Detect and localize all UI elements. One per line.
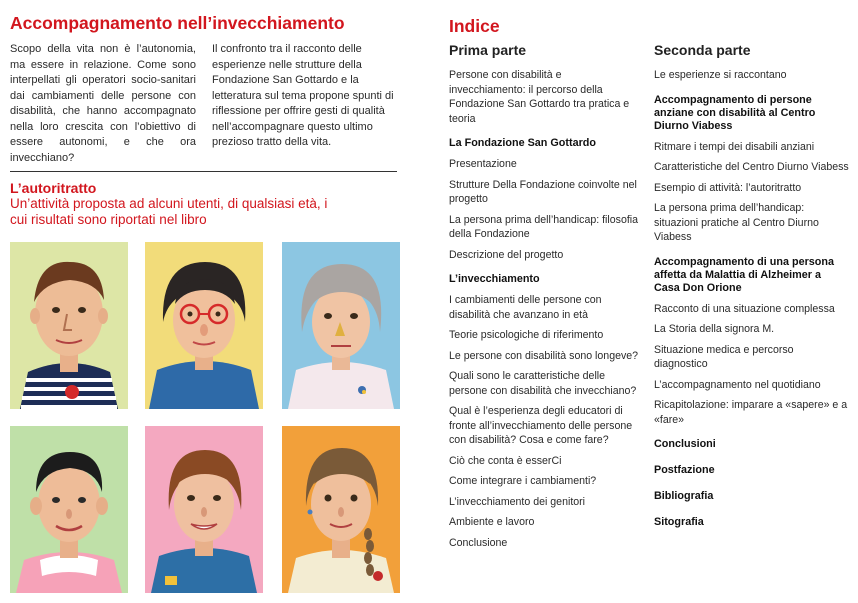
closing-section-heading: Sitografia (654, 516, 704, 528)
index-item: La persona prima dell’handicap: filosofia della Fondazione (449, 213, 639, 240)
portrait-1 (10, 242, 128, 409)
index-item: Le esperienze si raccontano (654, 69, 787, 81)
index-item: Teorie psicologiche di riferimento (449, 329, 604, 341)
index-item: Come integrare i cambiamenti? (449, 475, 597, 487)
part1-title: Prima parte (449, 42, 527, 58)
index-part1 (449, 42, 639, 556)
page-title: Accompagnamento nell’invecchiamento (10, 13, 345, 33)
intro-paragraph-right: Il confronto tra il racconto delle esperienze nelle strutture della Fondazione San Gottardo e la letteratura sul tema propone spunti di riflessione per offrire gesti di qualità nell’accompagnare questo ultimo prezioso tratto della vita. (212, 43, 394, 148)
section-heading: Accompagnamento di una persona affetta da Malattia di Alzheimer a Casa Don Orione (654, 255, 834, 294)
part2-title: Seconda parte (654, 42, 751, 58)
index-item: I cambiamenti delle persone con disabilità che avanzano in età (449, 294, 602, 321)
index-item: Esempio di attività: l’autoritratto (654, 181, 802, 194)
closing-section-heading: Bibliografia (654, 490, 714, 502)
index-item: L’invecchiamento dei genitori (449, 495, 586, 508)
index-item: Conclusione (449, 536, 508, 549)
index-item: Caratteristiche del Centro Diurno Viabess (654, 161, 849, 173)
section-heading: Accompagnamento di persone anziane con disabilità al Centro Diurno Viabess (654, 93, 816, 132)
index-item: Persone con disabilità e invecchiamento: il percorso della Fondazione San Gottardo tra pratica e teoria (449, 69, 630, 125)
closing-section-heading: Conclusioni (654, 438, 716, 450)
index-item: Presentazione (449, 158, 517, 170)
closing-section-heading: Postfazione (654, 464, 715, 476)
index-item: Ritmare i tempi dei disabili anziani (654, 140, 815, 153)
index-item: Strutture Della Fondazione coinvolte nel progetto (449, 178, 637, 205)
divider (10, 171, 397, 172)
index-part2 (654, 42, 849, 542)
section-heading: L’invecchiamento (449, 273, 540, 285)
index-item: Descrizione del progetto (449, 248, 564, 261)
index-item: Ciò che conta è esserCi (449, 454, 562, 467)
index-item: L’accompagnamento nel quotidiano (654, 378, 821, 391)
index-title: Indice (449, 16, 500, 36)
index-item: Situazione medica e percorso diagnostico (654, 343, 794, 370)
intro-paragraph-left: Scopo della vita non è l’autonomia, ma essere in relazione. Come sono interpellati gli operatori socio-sanitari dai cambiamenti delle persone con disabilità, che hanno accompagnato nella loro crescita con l’obiettivo di essere autonomi, e che ora invecchiano? (10, 43, 196, 164)
portraits-heading: L’autoritratto (10, 180, 97, 196)
index-item: Quali sono le caratteristiche delle persone con disabilità che invecchiano? (449, 370, 637, 397)
index-item: Racconto di una situazione complessa (654, 302, 835, 315)
index-item: Le persone con disabilità sono longeve? (449, 349, 639, 362)
portrait-5 (145, 426, 263, 593)
index-item: Ambiente e lavoro (449, 516, 535, 528)
index-item: La persona prima dell’handicap: situazioni pratiche al Centro Diurno Viabess (654, 202, 819, 243)
index-item: Ricapitolazione: imparare a «sapere» e a «fare» (654, 399, 848, 426)
portrait-3 (282, 242, 400, 409)
portrait-6 (282, 426, 400, 593)
portrait-4 (10, 426, 128, 593)
portraits-subtitle: Un’attività proposta ad alcuni utenti, di qualsiasi età, i cui risultati sono riportati nel libro (10, 196, 328, 227)
portrait-2 (145, 242, 263, 409)
index-item: La Storia della signora M. (654, 323, 775, 335)
section-heading: La Fondazione San Gottardo (449, 137, 596, 149)
index-item: Qual è l’esperienza degli educatori di fronte all’invecchiamento delle persone con disabilità? Cosa e come fare? (449, 405, 633, 446)
